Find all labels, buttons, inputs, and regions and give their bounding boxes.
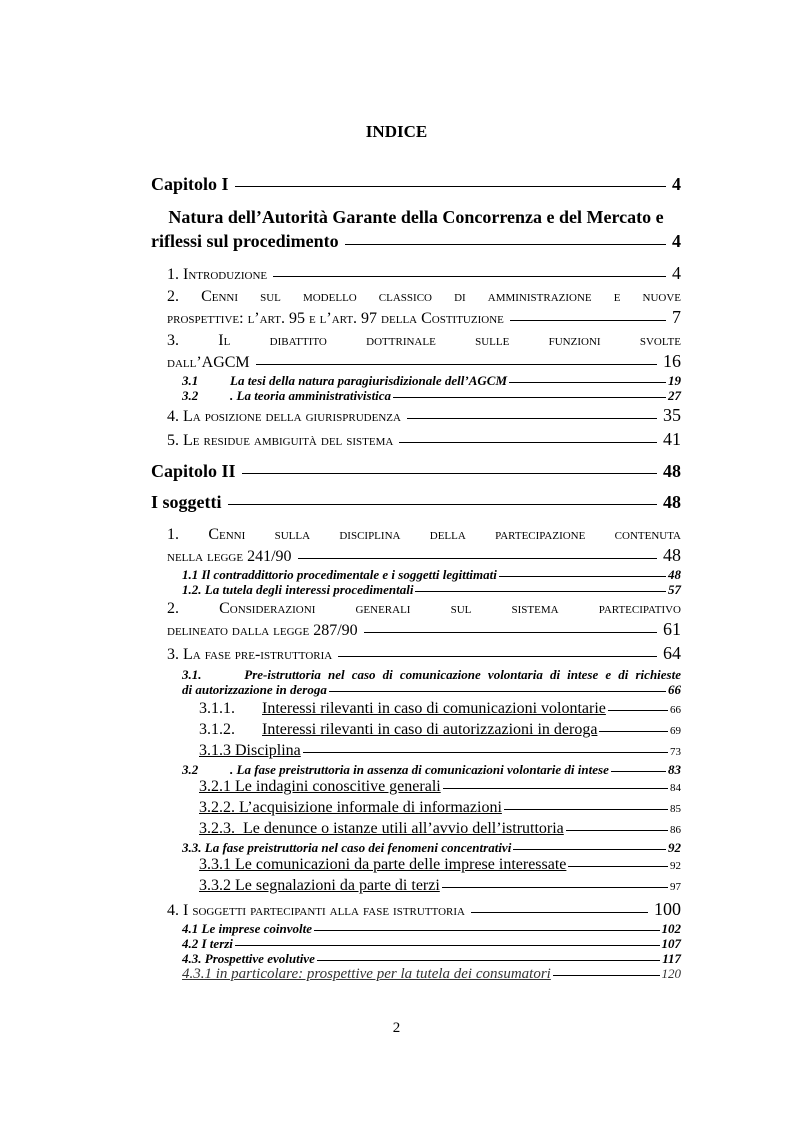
entry-label: 1.2. La tutela degli interessi procedimentali <box>182 582 414 597</box>
entry-label: Interessi rilevanti in caso di autorizzazioni in deroga <box>262 721 598 738</box>
toc-entry-2-2-considerazioni[interactable] <box>151 599 681 641</box>
toc-entry-2-3-1[interactable] <box>151 667 681 697</box>
page-ref: 4 <box>672 174 681 194</box>
entry-label: 3.2.1 Le indagini conoscitive generali <box>199 778 441 795</box>
table-of-contents <box>151 174 681 983</box>
page-ref: 48 <box>663 545 681 565</box>
leader <box>566 830 668 831</box>
leader <box>611 771 666 772</box>
leader <box>513 849 666 850</box>
leader <box>568 866 668 867</box>
chapter-label: Capitolo I <box>151 174 229 194</box>
toc-entry-4-giurisprudenza[interactable] <box>151 405 681 427</box>
page-ref: 120 <box>661 966 681 981</box>
toc-entry-2-3-2[interactable] <box>151 762 681 777</box>
chapter-label: Capitolo II <box>151 461 236 481</box>
leader <box>443 788 668 789</box>
leader <box>442 887 668 888</box>
entry-label: 3.3.2 Le segnalazioni da parte di terzi <box>199 877 440 894</box>
entry-label: 4.3.1 in particolare: prospettive per la tutela dei consumatori <box>182 966 551 982</box>
chapter-title: I soggetti <box>151 492 222 512</box>
chapter-title-line1: Natura dell’Autorità Garante della Concorrenza e del Mercato e <box>168 207 664 227</box>
toc-entry-2-3-3[interactable] <box>151 840 681 855</box>
leader <box>393 397 666 398</box>
entry-label-line1: 3.1. Pre-istruttoria nel caso di comunicazione volontaria di intese e di richieste <box>182 667 681 682</box>
entry-label: 3. La fase pre-istruttoria <box>167 646 333 663</box>
leader <box>314 930 660 931</box>
leader <box>329 691 666 692</box>
page-ref: 84 <box>670 782 681 794</box>
toc-entry-2-4-2[interactable] <box>151 936 681 951</box>
toc-entry-2-cenni[interactable] <box>151 287 681 329</box>
entry-label: 4. I soggetti partecipanti alla fase istruttoria <box>167 902 465 919</box>
toc-entry-3-dibattito[interactable] <box>151 331 681 373</box>
entry-number: 3.2 <box>182 762 199 777</box>
leader <box>499 576 666 577</box>
page-ref: 92 <box>670 860 681 872</box>
page-ref: 16 <box>663 351 681 371</box>
entry-label: 3.3. La fase preistruttoria nel caso dei fenomeni concentrativi <box>182 840 512 855</box>
entry-label-line2: prospettive: l’art. 95 e l’art. 97 della Costituzione <box>167 310 504 327</box>
toc-entry-2-4-soggetti[interactable] <box>151 899 681 921</box>
entry-label: 5. Le residue ambiguità del sistema <box>167 432 394 449</box>
page-ref: 48 <box>663 461 681 481</box>
leader <box>235 186 666 187</box>
toc-entry-2-4-3[interactable] <box>151 951 681 966</box>
toc-chapter-1-title[interactable] <box>151 205 681 253</box>
leader <box>298 558 657 559</box>
entry-number: 3.1.1. <box>199 700 235 717</box>
page-ref: 41 <box>663 429 681 449</box>
toc-entry-2-4-3-1[interactable] <box>151 966 681 983</box>
page-ref: 86 <box>670 824 681 836</box>
page-ref: 100 <box>654 899 681 919</box>
leader <box>303 752 668 753</box>
entry-label-line2: di autorizzazione in deroga <box>182 682 327 697</box>
entry-label: 1. Introduzione <box>167 266 268 283</box>
entry-label: 4. La posizione della giurisprudenza <box>167 408 401 425</box>
toc-entry-2-1-cenni[interactable] <box>151 525 681 567</box>
page-ref: 117 <box>662 951 681 966</box>
toc-entry-1-introduzione[interactable] <box>151 263 681 285</box>
leader <box>399 442 657 443</box>
toc-entry-2-3-1-2[interactable] <box>151 720 681 741</box>
toc-chapter-2-title[interactable] <box>151 492 681 513</box>
entry-number: 3.2 <box>182 388 199 403</box>
leader <box>415 591 666 592</box>
index-heading: INDICE <box>365 122 428 141</box>
leader <box>510 320 666 321</box>
entry-label: 4.1 Le imprese coinvolte <box>182 921 312 936</box>
page-ref: 107 <box>661 936 681 951</box>
toc-entry-2-3-3-2[interactable] <box>151 876 681 897</box>
page-ref: 73 <box>670 746 681 758</box>
page-ref: 4 <box>672 263 681 283</box>
leader <box>338 656 657 657</box>
toc-entry-2-1-1[interactable] <box>151 567 681 582</box>
chapter-title-line2: riflessi sul procedimento <box>151 231 339 251</box>
entry-label-line1: 2. Cenni sul modello classico di amministrazione e nuove <box>167 288 681 305</box>
entry-label: 3.3.1 Le comunicazioni da parte delle imprese interessate <box>199 856 567 873</box>
leader <box>599 731 668 732</box>
page-ref: 19 <box>668 373 681 388</box>
page-ref: 61 <box>663 619 681 639</box>
toc-entry-3-2[interactable] <box>151 388 681 403</box>
entry-label: 4.2 I terzi <box>182 936 233 951</box>
entry-label-line1: 2. Considerazioni generali sul sistema partecipativo <box>167 600 681 617</box>
entry-label: La tesi della natura paragiurisdizionale dell’AGCM <box>230 373 508 388</box>
entry-label-line1: 1. Cenni sulla disciplina della partecipazione contenuta <box>167 526 681 543</box>
page-ref: 85 <box>670 803 681 815</box>
leader <box>553 975 660 976</box>
toc-entry-2-3-1-1[interactable] <box>151 699 681 720</box>
page-ref: 92 <box>668 840 681 855</box>
entry-label: 4.3. Prospettive evolutive <box>182 951 315 966</box>
toc-entry-2-3-2-1[interactable] <box>151 777 681 798</box>
entry-number: 3.1.2. <box>199 721 235 738</box>
entry-label: 3.2.2. L’acquisizione informale di informazioni <box>199 799 502 816</box>
leader <box>608 710 668 711</box>
leader <box>407 418 657 419</box>
toc-entry-3-1[interactable] <box>151 373 681 388</box>
entry-label: . La fase preistruttoria in assenza di comunicazioni volontarie di intese <box>230 762 609 777</box>
entry-label: Interessi rilevanti in caso di comunicazioni volontarie <box>262 700 606 717</box>
toc-entry-2-3-3-1[interactable] <box>151 855 681 876</box>
page-ref: 102 <box>661 921 681 936</box>
entry-label: 3.2.3. Le denunce o istanze utili all’avvio dell’istruttoria <box>199 820 564 837</box>
page-number: 2 <box>392 1020 401 1036</box>
page-ref: 4 <box>672 231 681 251</box>
page-ref: 69 <box>670 725 681 737</box>
entry-label-line2: nella legge 241/90 <box>167 548 292 565</box>
entry-label-line2: dall’AGCM <box>167 354 250 371</box>
page-ref: 97 <box>670 881 681 893</box>
toc-entry-2-3-preistruttoria[interactable] <box>151 643 681 665</box>
leader <box>273 276 666 277</box>
page-ref: 7 <box>672 307 681 327</box>
toc-entry-2-3-1-3[interactable] <box>151 741 681 762</box>
entry-label: 3.1.3 Disciplina <box>199 742 301 759</box>
page-ref: 66 <box>670 704 681 716</box>
entry-label-line1: 3. Il dibattito dottrinale sulle funzioni svolte <box>167 332 681 349</box>
page-ref: 83 <box>668 762 681 777</box>
page-ref: 35 <box>663 405 681 425</box>
page-ref: 64 <box>663 643 681 663</box>
leader <box>471 912 648 913</box>
leader <box>242 473 657 474</box>
page-ref: 48 <box>668 567 681 582</box>
entry-label: 1.1 Il contraddittorio procedimentale e i soggetti legittimati <box>182 567 497 582</box>
leader <box>509 382 666 383</box>
toc-entry-2-1-2[interactable] <box>151 582 681 597</box>
toc-chapter-1[interactable] <box>151 174 681 195</box>
leader <box>364 632 657 633</box>
leader <box>235 945 660 946</box>
page-ref: 27 <box>668 388 681 403</box>
page-ref: 66 <box>668 682 681 697</box>
page-ref: 57 <box>668 582 681 597</box>
toc-entry-2-3-2-2[interactable] <box>151 798 681 819</box>
leader <box>256 364 657 365</box>
entry-label-line2: delineato dalla legge 287/90 <box>167 622 358 639</box>
toc-entry-2-4-1[interactable] <box>151 921 681 936</box>
leader <box>228 504 658 505</box>
page-ref: 48 <box>663 492 681 512</box>
entry-number: 3.1 <box>182 373 199 388</box>
toc-entry-2-3-2-3[interactable] <box>151 819 681 840</box>
leader <box>504 809 668 810</box>
entry-label: . La teoria amministrativistica <box>230 388 392 403</box>
toc-chapter-2[interactable] <box>151 461 681 482</box>
leader <box>345 244 666 245</box>
leader <box>317 960 660 961</box>
toc-entry-5-ambiguita[interactable] <box>151 429 681 451</box>
